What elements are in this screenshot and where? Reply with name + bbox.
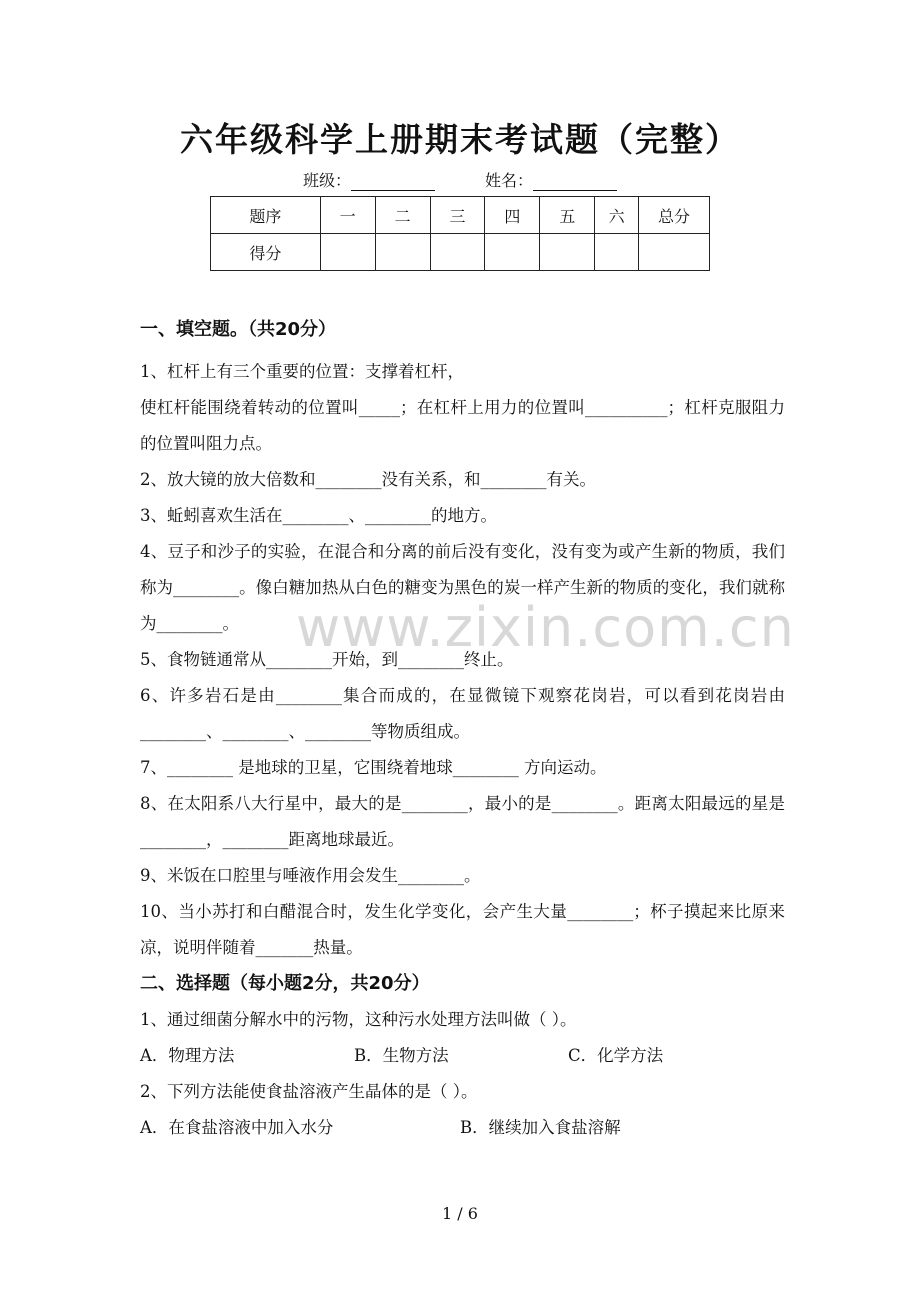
question-2: 2、放大镜的放大倍数和________没有关系，和________有关。 (140, 470, 596, 489)
option-a: A．在食盐溶液中加入水分 (140, 1118, 334, 1137)
section-heading: 二、选择题（每小题2分，共20分） (140, 973, 430, 994)
question-5: 5、食物链通常从________开始，到________终止。 (140, 650, 514, 669)
score-cell (639, 234, 710, 271)
question-8: 8、在太阳系八大行星中，最大的是________，最小的是________。距离太阳最远的星是________，________距离地球最近。 (140, 794, 785, 849)
name-blank (533, 174, 617, 191)
score-cell (540, 234, 595, 271)
question-1: 1、杠杆上有三个重要的位置：支撑着杠杆， 使杠杆能围绕着转动的位置叫_____；在杠杆上用力的位置叫__________；杠杆克服阻力的位置叫阻力点。 (140, 362, 785, 453)
option-b: B．继续加入食盐溶解 (460, 1118, 621, 1137)
section-heading: 一、填空题。（共20分） (140, 319, 337, 340)
question-4: 4、豆子和沙子的实验，在混合和分离的前后没有变化，没有变为或产生新的物质，我们称为________。像白糖加热从白色的糖变为黑色的炭一样产生新的物质的变化，我们就称为________。 (140, 542, 785, 633)
score-table-header-row (211, 197, 710, 234)
page-title: 六年级科学上册期末考试题（完整） (180, 120, 740, 159)
score-header-cell: 一 (320, 197, 375, 234)
exam-content (140, 312, 785, 1146)
score-row-label: 得分 (211, 234, 321, 271)
score-cell (595, 234, 639, 271)
name-label: 姓名： (485, 171, 534, 190)
score-cell (320, 234, 375, 271)
choice-options-1 (140, 1038, 785, 1074)
student-info (0, 168, 920, 191)
question-9: 9、米饭在口腔里与唾液作用会发生________。 (140, 866, 481, 885)
page-number: 1 / 6 (442, 1204, 478, 1223)
score-header-cell: 四 (485, 197, 540, 234)
score-header-cell: 二 (375, 197, 430, 234)
option-c: C．化学方法 (568, 1046, 664, 1065)
score-cell (485, 234, 540, 271)
option-b: B．生物方法 (354, 1046, 449, 1065)
question-3: 3、蚯蚓喜欢生活在________、________的地方。 (140, 506, 497, 525)
choice-options-2 (140, 1110, 785, 1146)
choice-question-1: 1、通过细菌分解水中的污物，这种污水处理方法叫做（ ）。 (140, 1010, 577, 1029)
score-table (210, 196, 710, 271)
score-header-cell: 总分 (639, 197, 710, 234)
score-table-row (211, 234, 710, 271)
score-header-cell: 六 (595, 197, 639, 234)
class-blank (351, 174, 435, 191)
class-label: 班级： (302, 171, 351, 190)
choice-question-2: 2、下列方法能使食盐溶液产生晶体的是（ ）。 (140, 1082, 478, 1101)
option-a: A．物理方法 (140, 1046, 235, 1065)
question-10: 10、当小苏打和白醋混合时，发生化学变化，会产生大量________；杯子摸起来比原来凉，说明伴随着_______热量。 (140, 902, 785, 957)
watermark: www.zixin.com.cn (296, 596, 795, 659)
question-7: 7、________ 是地球的卫星，它围绕着地球________ 方向运动。 (140, 758, 607, 777)
score-cell (430, 234, 485, 271)
score-cell (375, 234, 430, 271)
score-header-cell: 题序 (211, 197, 321, 234)
score-header-cell: 五 (540, 197, 595, 234)
question-6: 6、许多岩石是由________集合而成的，在显微镜下观察花岗岩，可以看到花岗岩由________、________、________等物质组成。 (140, 686, 785, 741)
score-header-cell: 三 (430, 197, 485, 234)
